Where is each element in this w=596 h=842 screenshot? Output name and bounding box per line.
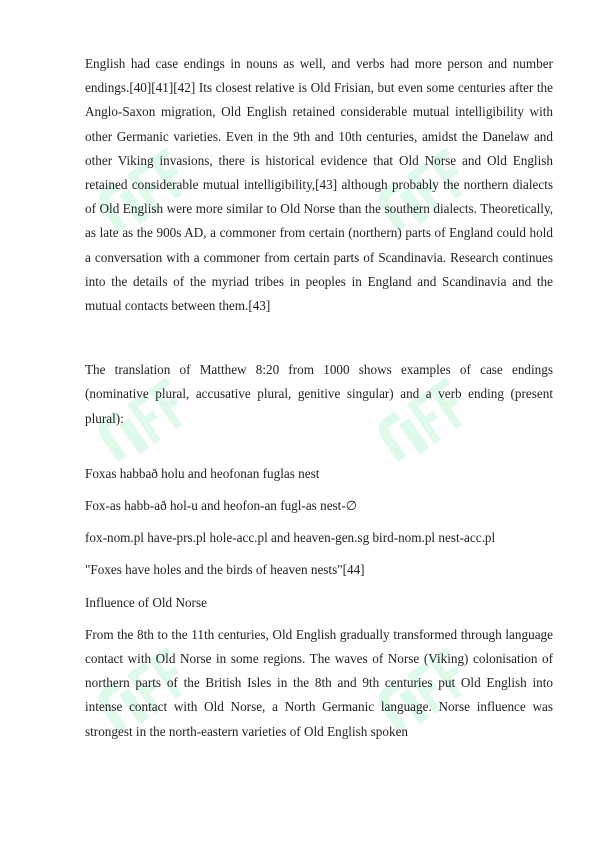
example-gloss-line: fox-nom.pl have-prs.pl hole-acc.pl and heaven-gen.sg bird-nom.pl nest-acc.pl (85, 530, 496, 546)
example-translation-line: "Foxes have holes and the birds of heaven nests"[44] (85, 562, 365, 578)
paragraph-old-norse-influence: From the 8th to the 11th centuries, Old English gradually transformed through language contact with Old Norse in some regions. The waves of Norse (Viking) colonisation of northern parts of the British Isles in the 8th and 9th centuries put Old English into intense contact with Old Norse, a North Germanic language. Norse influence was strongest in the north-eastern varieties of Old English spoken (85, 626, 553, 739)
example-old-english-line: Foxas habbað holu and heofonan fuglas nest (85, 465, 320, 481)
spacer (85, 318, 553, 358)
spacer (85, 518, 553, 526)
paragraph-case-endings: English had case endings in nouns as well, and verbs had more person and number endings.[40][41][42] Its closest relative is Old Frisian, but even some centuries after the Anglo-Saxon migration, Old English retained considerable mutual intelligibility with other Germanic varieties. Even in the 9th and 10th centuries, amidst the Danelaw and other Viking invasions, there is historical evidence that Old Norse and Old English retained considerable mutual intelligibility,[43] although probably the northern dialects of Old English were more similar to Old Norse than the southern dialects. Theoretically, as late as the 900s AD, a commoner from certain (northern) parts of England could hold a conversation with a commoner from certain parts of Scandinavia. Research continues into the details of the myriad tribes in peoples in England and Scandinavia and the mutual contacts between them.[43] (85, 56, 553, 314)
section-heading-influence-old-norse: Influence of Old Norse (85, 594, 207, 610)
spacer (85, 431, 553, 462)
spacer (85, 486, 553, 494)
paragraph-matthew-translation: The translation of Matthew 8:20 from 1000 shows examples of case endings (nominative plural, accusative plural, genitive singular) and a verb ending (present plural): (85, 362, 553, 426)
spacer (85, 583, 553, 591)
spacer (85, 615, 553, 623)
spacer (85, 550, 553, 558)
example-morpheme-line: Fox-as habb-að hol-u and heofon-an fugl-as nest-∅ (85, 498, 358, 514)
document-body (85, 52, 553, 744)
